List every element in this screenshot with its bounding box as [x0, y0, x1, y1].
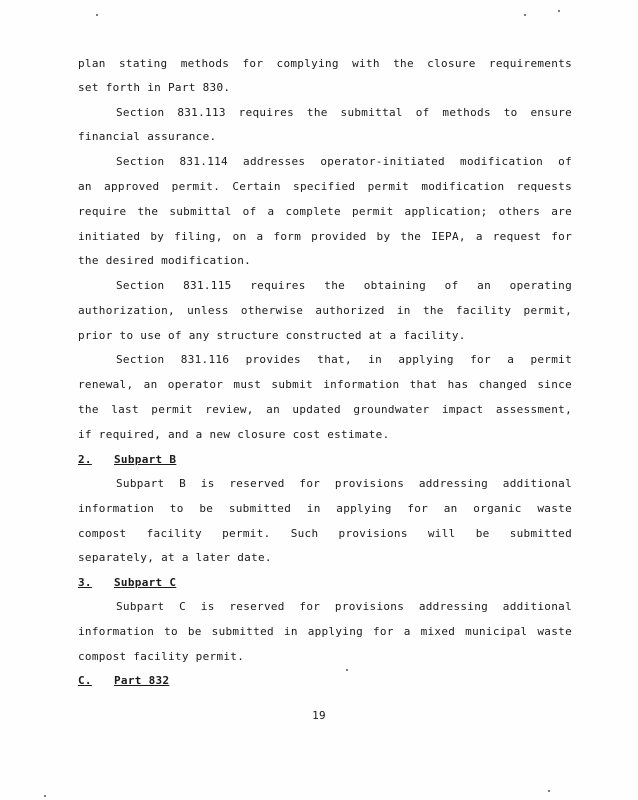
section-title: Part 832 [114, 674, 170, 687]
scan-speck [558, 10, 560, 12]
text-line: prior to use of any structure constructed at a facility. [78, 329, 466, 342]
text-line: Section 831.116 provides that, in applying for a permit [116, 353, 572, 366]
section-number: 3. [78, 576, 92, 589]
scan-speck [548, 790, 550, 792]
scan-speck [96, 14, 98, 16]
text-line: set forth in Part 830. [78, 81, 231, 94]
section-title: Subpart B [114, 453, 177, 466]
scan-speck [44, 795, 46, 797]
scan-speck [524, 14, 526, 16]
text-line: plan stating methods for complying with the closure requirements [78, 57, 572, 70]
text-line: Section 831.114 addresses operator-initiated modification of [116, 155, 572, 168]
section-heading [78, 453, 176, 467]
text-line: Subpart B is reserved for provisions addressing additional [116, 477, 572, 490]
section-heading [78, 674, 169, 688]
text-line: if required, and a new closure cost estimate. [78, 428, 390, 441]
text-line: the desired modification. [78, 254, 252, 267]
scan-speck [346, 669, 348, 671]
text-line: information to be submitted in applying for an organic waste [78, 502, 572, 515]
text-line: compost facility permit. [78, 650, 245, 663]
section-heading [78, 576, 176, 590]
text-line: initiated by filing, on a form provided by the IEPA, a request for [78, 230, 572, 243]
text-line: Section 831.113 requires the submittal of methods to ensure [116, 106, 572, 119]
text-line: separately, at a later date. [78, 551, 272, 564]
text-line: the last permit review, an updated groundwater impact assessment, [78, 403, 572, 416]
text-line: compost facility permit. Such provisions will be submitted [78, 527, 572, 540]
text-line: Subpart C is reserved for provisions addressing additional [116, 600, 572, 613]
text-line: financial assurance. [78, 130, 217, 143]
section-number: C. [78, 674, 92, 687]
page-number: 19 [312, 709, 326, 722]
text-line: renewal, an operator must submit information that has changed since [78, 378, 572, 391]
text-line: require the submittal of a complete permit application; others are [78, 205, 572, 218]
section-title: Subpart C [114, 576, 177, 589]
text-line: Section 831.115 requires the obtaining of an operating [116, 279, 572, 292]
text-line: information to be submitted in applying for a mixed municipal waste [78, 625, 572, 638]
section-number: 2. [78, 453, 92, 466]
text-line: an approved permit. Certain specified permit modification requests [78, 180, 572, 193]
text-line: authorization, unless otherwise authorized in the facility permit, [78, 304, 572, 317]
